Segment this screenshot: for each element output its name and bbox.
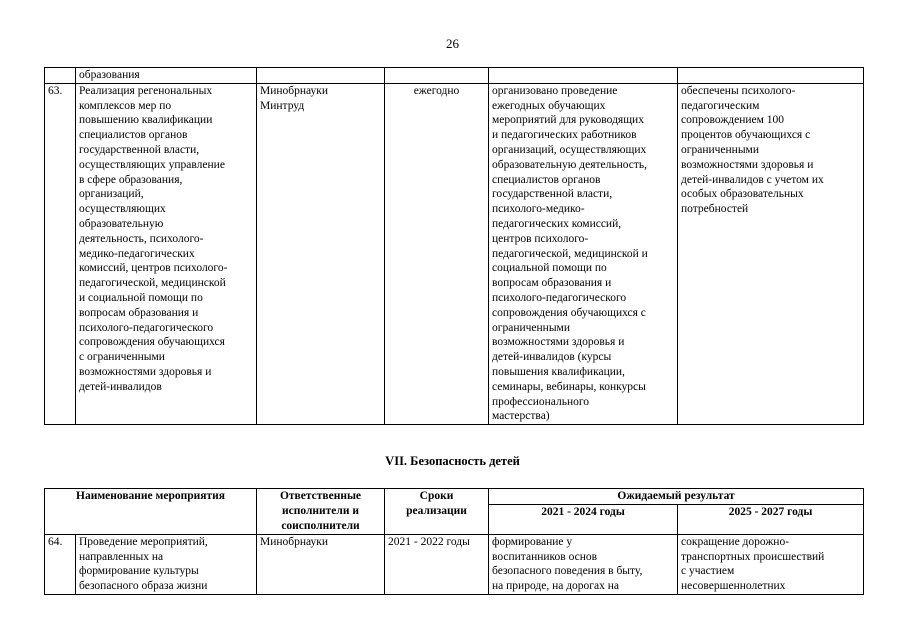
header-executors: Ответственные исполнители и соисполнители xyxy=(257,489,385,535)
period: ежегодно xyxy=(385,83,489,424)
header-result: Ожидаемый результат xyxy=(489,489,864,505)
header-row xyxy=(45,489,864,505)
row-number: 63. xyxy=(45,83,76,424)
table-row xyxy=(45,83,864,424)
result-2021-2024: организовано проведение ежегодных обучающих мероприятий для руководящих и педагогических работников организаций, осуществляющих образовательную деятельность, специалистов органов государственной власти, психолого-медико- педагогических комиссий, центров психолого- педагогической, медицинской и социальной помощи по вопросам образования и психолого-педагогического сопровождения обучающихся с ограниченными возможностями здоровья и детей-инвалидов (курсы повышения квалификации, семинары, вебинары, конкурсы профессионального мастерства) xyxy=(489,83,678,424)
measure-name: Проведение мероприятий, направленных на формирование культуры безопасного образа жизни xyxy=(76,534,257,594)
row-number: 64. xyxy=(45,534,76,594)
measures-table-continued xyxy=(44,67,864,425)
table-row xyxy=(45,68,864,84)
period: 2021 - 2022 годы xyxy=(385,534,489,594)
section-title: VII. Безопасность детей xyxy=(385,454,520,468)
header-name: Наименование мероприятия xyxy=(45,489,257,535)
empty-cell xyxy=(385,68,489,84)
executors: Минобрнауки Минтруд xyxy=(257,83,385,424)
result-2025-2027: обеспечены психолого- педагогическим сопровождением 100 процентов обучающихся с ограниченными возможностями здоровья и детей-инвалидов с учетом их особых образовательных потребностей xyxy=(678,83,864,424)
continuation-text: образования xyxy=(76,68,257,84)
executors: Минобрнауки xyxy=(257,534,385,594)
header-period: Сроки реализации xyxy=(385,489,489,535)
header-result-2021-2024: 2021 - 2024 годы xyxy=(489,504,678,534)
result-2021-2024: формирование у воспитанников основ безопасного поведения в быту, на природе, на дорогах на xyxy=(489,534,678,594)
empty-cell xyxy=(678,68,864,84)
table-row xyxy=(45,534,864,594)
page-number: 26 xyxy=(446,36,459,51)
header-result-2025-2027: 2025 - 2027 годы xyxy=(678,504,864,534)
empty-cell xyxy=(489,68,678,84)
empty-cell xyxy=(257,68,385,84)
child-safety-table xyxy=(44,488,864,595)
num-cell xyxy=(45,68,76,84)
result-2025-2027: сокращение дорожно- транспортных происшествий с участием несовершеннолетних xyxy=(678,534,864,594)
measure-name: Реализация регенональных комплексов мер по повышению квалификации специалистов органов государственной власти, осуществляющих управление в сфере образования, организаций, осуществляющих образовательную деятельность, психолого- медико-педагогических комиссий, центров психолого- педагогической, медицинской и социальной помощи по вопросам образования и психолого-педагогического сопровождения обучающихся с ограниченными возможностями здоровья и детей-инвалидов xyxy=(76,83,257,424)
